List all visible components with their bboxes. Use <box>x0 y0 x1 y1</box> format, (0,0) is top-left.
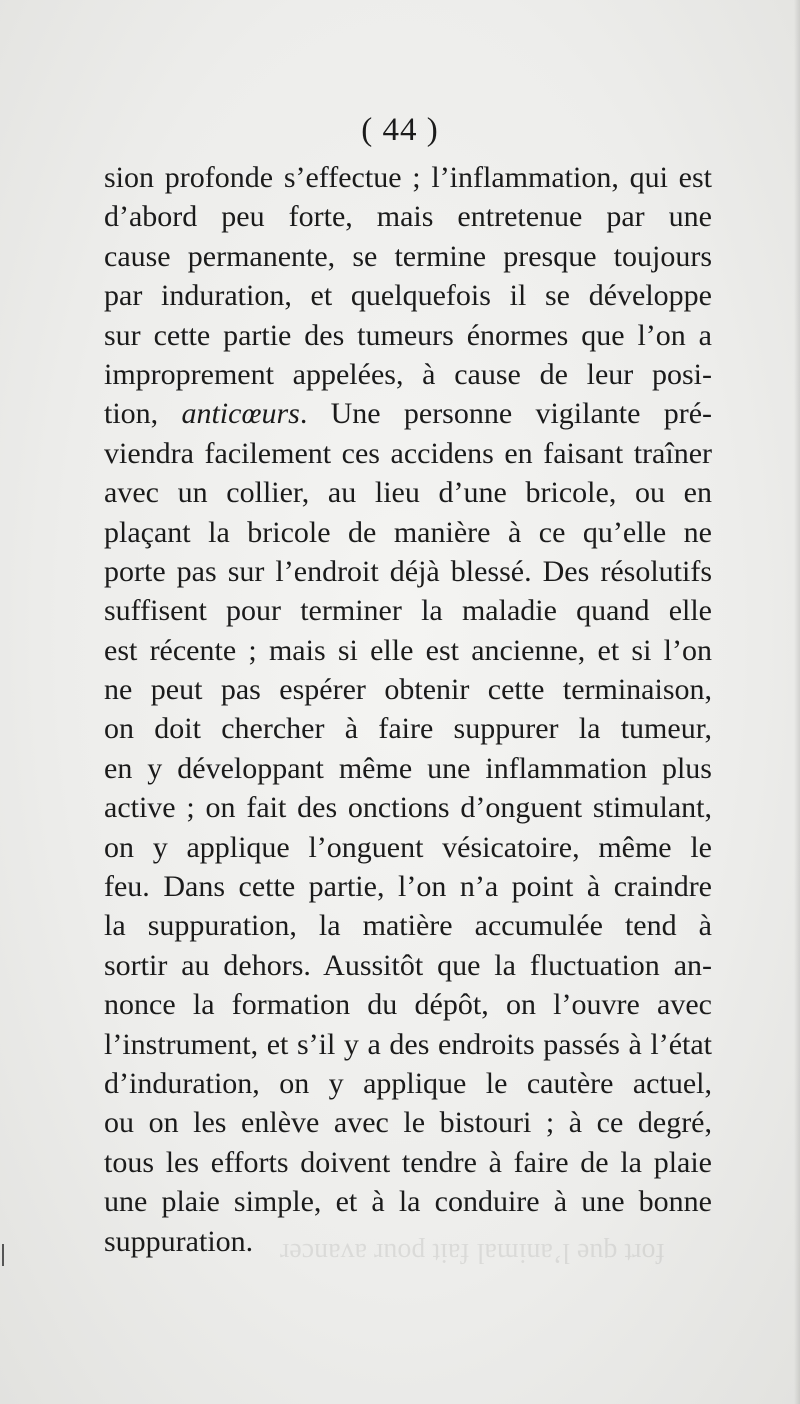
margin-mark <box>2 1244 4 1266</box>
italic-term: anticœurs <box>181 397 300 431</box>
show-through-text: fort que l’animal fait pour avancer <box>280 1237 665 1268</box>
text-line-20: la suppuration, la matière accumulée tend à <box>104 909 712 943</box>
text-line-10: plaçant la bricole de manière à ce qu’elle ne <box>104 515 712 549</box>
text-line-7-start: tion, <box>104 397 182 431</box>
text-line-17: active ; on fait des onctions d’onguent stimulant, <box>104 791 712 825</box>
text-line-3: cause permanente, se termine presque toujours <box>104 239 712 273</box>
text-line-27: une plaie simple, et à la conduire à une bonne <box>104 1185 712 1219</box>
text-line-5: sur cette partie des tumeurs énormes que l’on a <box>104 318 712 352</box>
page-number: ( 44 ) <box>361 112 439 148</box>
body-text <box>104 158 712 1261</box>
text-line-9: avec un collier, au lieu d’une bricole, ou en <box>104 476 712 510</box>
text-line-22: nonce la formation du dépôt, on l’ouvre avec <box>104 988 712 1022</box>
text-line-11: porte pas sur l’endroit déjà blessé. Des résolutifs <box>104 554 712 588</box>
text-line-1: sion profonde s’effectue ; l’inflammation, qui est <box>104 161 712 194</box>
text-line-16: en y développant même une inflammation plus <box>104 751 712 785</box>
text-line-15: on doit chercher à faire suppurer la tumeur, <box>104 712 712 746</box>
text-line-4: par induration, et quelquefois il se développe <box>104 279 712 313</box>
text-line-18: on y applique l’onguent vésicatoire, même le <box>104 830 712 864</box>
text-line-7 <box>104 394 712 433</box>
text-line-2: d’abord peu forte, mais entretenue par une <box>104 200 712 234</box>
text-line-28: suppuration. <box>104 1224 254 1258</box>
page-edge-shadow <box>794 0 800 1404</box>
text-line-7-end: . Une personne vigilante pré- <box>299 397 713 431</box>
text-line-14: ne peut pas espérer obtenir cette terminaison, <box>104 673 712 707</box>
text-line-6: improprement appelées, à cause de leur posi- <box>104 357 712 391</box>
text-line-26: tous les efforts doivent tendre à faire de la plaie <box>104 1145 712 1179</box>
text-line-19: feu. Dans cette partie, l’on n’a point à craindre <box>104 870 712 904</box>
text-line-8: viendra facilement ces accidens en faisant traîner <box>104 436 712 470</box>
text-line-24: d’induration, on y applique le cautère actuel, <box>104 1066 712 1100</box>
text-line-23: l’instrument, et s’il y a des endroits passés à l’état <box>104 1027 712 1061</box>
text-line-25: ou on les enlève avec le bistouri ; à ce degré, <box>104 1106 712 1140</box>
text-line-21: sortir au dehors. Aussitôt que la fluctuation an- <box>104 948 712 982</box>
text-line-12: suffisent pour terminer la maladie quand elle <box>104 594 712 628</box>
text-line-13: est récente ; mais si elle est ancienne, et si l’on <box>104 633 712 667</box>
